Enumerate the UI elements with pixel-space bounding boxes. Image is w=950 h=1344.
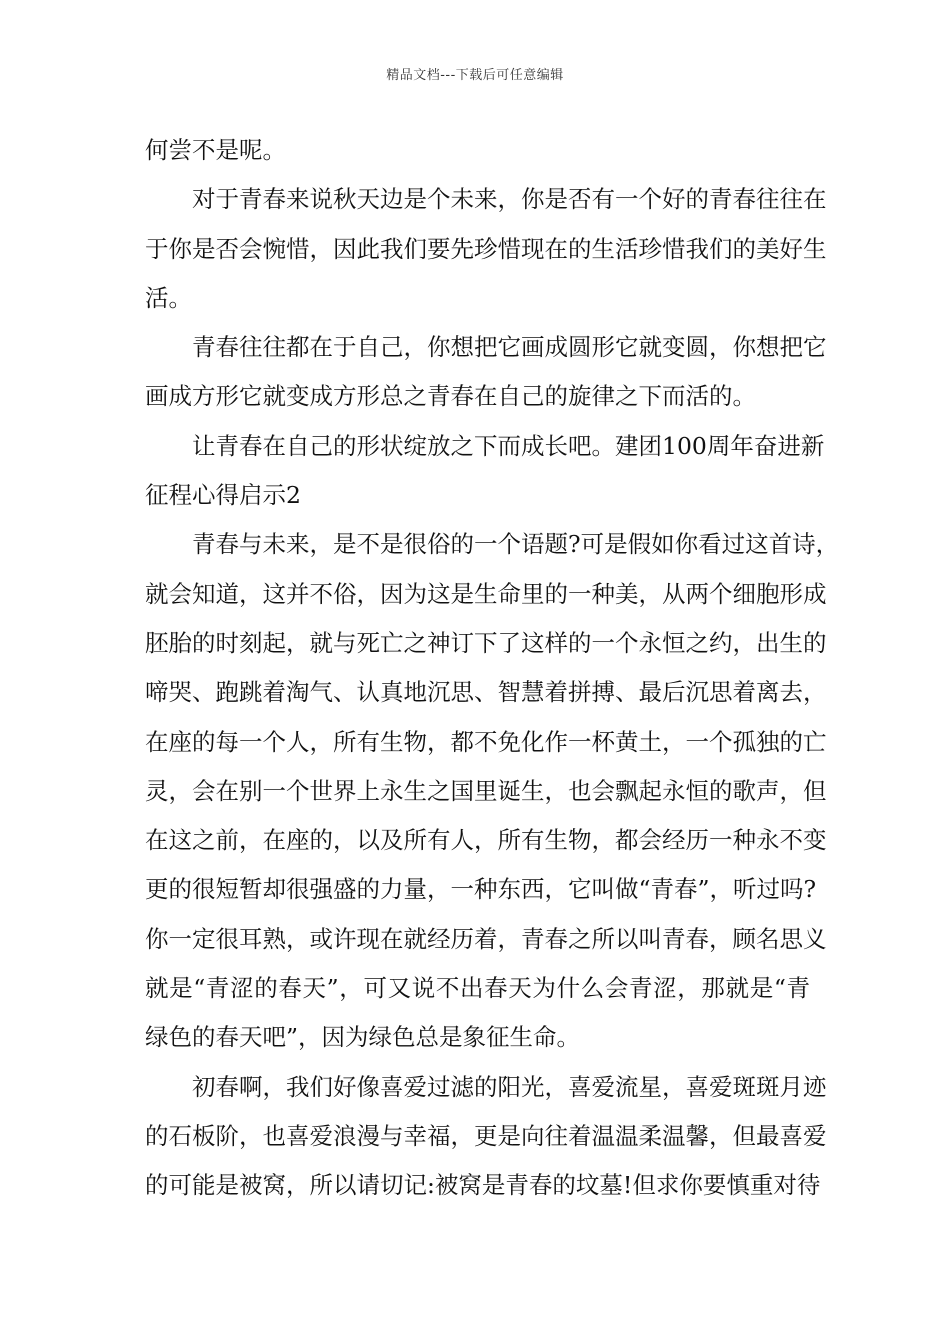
- text-line: 征程心得启示2: [145, 481, 301, 510]
- text-line: 灵，会在别一个世界上永生之国里诞生，也会飘起永恒的歌声，但: [145, 776, 827, 805]
- text-line: 的可能是被窝，所以请切记:被窝是青春的坟墓!但求你要慎重对待: [145, 1171, 821, 1200]
- text-line: 更的很短暂却很强盛的力量，一种东西，它叫做“青春”，听过吗?: [145, 875, 817, 904]
- text-line: 活。: [145, 283, 192, 312]
- paragraph: [145, 422, 825, 521]
- text-line: 就会知道，这并不俗，因为这是生命里的一种美，从两个细胞形成: [145, 579, 827, 608]
- paragraph: [145, 1063, 827, 1211]
- page-header: 精品文档---下载后可任意编辑: [386, 68, 564, 83]
- paragraph: [145, 175, 827, 323]
- text-line: 对于青春来说秋天边是个未来，你是否有一个好的青春往往在: [192, 185, 827, 214]
- text-line: 让青春在自己的形状绽放之下而成长吧。建团100周年奋进新: [192, 431, 825, 460]
- text-line: 在座的每一个人，所有生物，都不免化作一杯黄土，一个孤独的亡: [145, 727, 827, 756]
- text-line: 绿色的春天吧”，因为绿色总是象征生命。: [145, 1023, 581, 1052]
- text-line: 何尝不是呢。: [145, 136, 286, 164]
- text-line: 就是“青涩的春天”，可又说不出春天为什么会青涩，那就是“青: [145, 974, 810, 1003]
- text-line: 画成方形它就变成方形总之青春在自己的旋律之下而活的。: [145, 382, 756, 411]
- text-line: 初春啊，我们好像喜爱过滤的阳光，喜爱流星，喜爱斑斑月迹: [192, 1072, 827, 1101]
- paragraph: [145, 126, 810, 175]
- document-body: [145, 126, 840, 1211]
- text-line: 在这之前，在座的，以及所有人，所有生物，都会经历一种永不变: [145, 826, 827, 855]
- paragraph: [145, 520, 840, 1062]
- text-line: 青春往往都在于自己，你想把它画成圆形它就变圆，你想把它: [192, 333, 827, 362]
- text-line: 的石板阶，也喜爱浪漫与幸福，更是向往着温温柔温馨，但最喜爱: [145, 1121, 827, 1150]
- text-line: 胚胎的时刻起，就与死亡之神订下了这样的一个永恒之约，出生的: [145, 628, 827, 657]
- text-line: 啼哭、跑跳着淘气、认真地沉思、智慧着拼搏、最后沉思着离去，: [145, 678, 827, 707]
- text-line: 青春与未来，是不是很俗的一个语题?可是假如你看过这首诗，: [192, 530, 840, 559]
- text-line: 你一定很耳熟，或许现在就经历着，青春之所以叫青春，顾名思义: [145, 924, 827, 953]
- text-line: 于你是否会惋惜，因此我们要先珍惜现在的生活珍惜我们的美好生: [145, 234, 827, 263]
- paragraph: [145, 323, 827, 422]
